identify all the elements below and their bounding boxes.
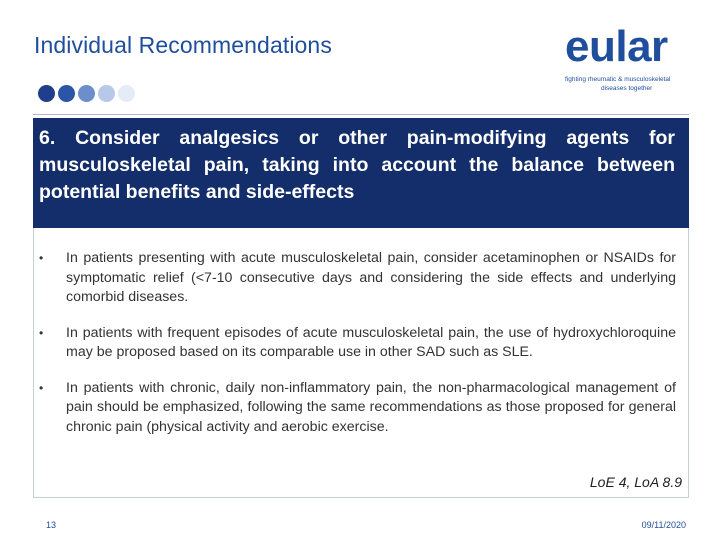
bullet-dot-icon: • <box>39 325 44 340</box>
recommendation-heading: 6. Consider analgesics or other pain-modifying agents for musculoskeletal pain, taking into account the balance between potential benefits and side-effects <box>39 127 675 203</box>
bullet-item <box>33 379 689 438</box>
progress-dot <box>38 85 55 102</box>
progress-dot <box>78 85 95 102</box>
logo-wordmark: eular <box>565 22 668 71</box>
bullet-text: In patients with chronic, daily non-inflammatory pain, the non-pharmacological management of pain should be emphasized, following the same recommendations as those proposed for general chronic pain (physical activity and aerobic exercise. <box>66 379 676 435</box>
recommendation-banner <box>33 118 689 228</box>
bullet-text: In patients presenting with acute musculoskeletal pain, consider acetaminophen or NSAIDs for symptomatic relief (<7-10 consecutive days and considering the side effects and underlying comorbid diseases. <box>66 250 676 305</box>
logo-tagline-line2: diseases together <box>601 85 653 92</box>
progress-dot <box>118 85 135 102</box>
bullet-dot-icon: • <box>39 380 44 395</box>
bullet-text: In patients with frequent episodes of acute musculoskeletal pain, the use of hydroxychloroquine may be proposed based on its comparable use in other SAD such as SLE. <box>66 324 676 360</box>
logo-tagline-line1: fighting rheumatic & musculoskeletal <box>565 76 671 83</box>
progress-dots <box>38 85 135 102</box>
page-number: 13 <box>46 520 57 530</box>
progress-dot <box>58 85 75 102</box>
bullet-item <box>33 249 689 308</box>
header-divider <box>33 114 689 115</box>
evidence-level: LoE 4, LoA 8.9 <box>589 474 682 490</box>
slide-title: Individual Recommendations <box>34 32 332 58</box>
slide-date: 09/11/2020 <box>641 520 686 530</box>
progress-dot <box>98 85 115 102</box>
bullet-dot-icon: • <box>39 251 44 265</box>
recommendation-bullets <box>33 249 689 453</box>
bullet-item <box>33 324 689 363</box>
eular-logo <box>565 24 695 96</box>
